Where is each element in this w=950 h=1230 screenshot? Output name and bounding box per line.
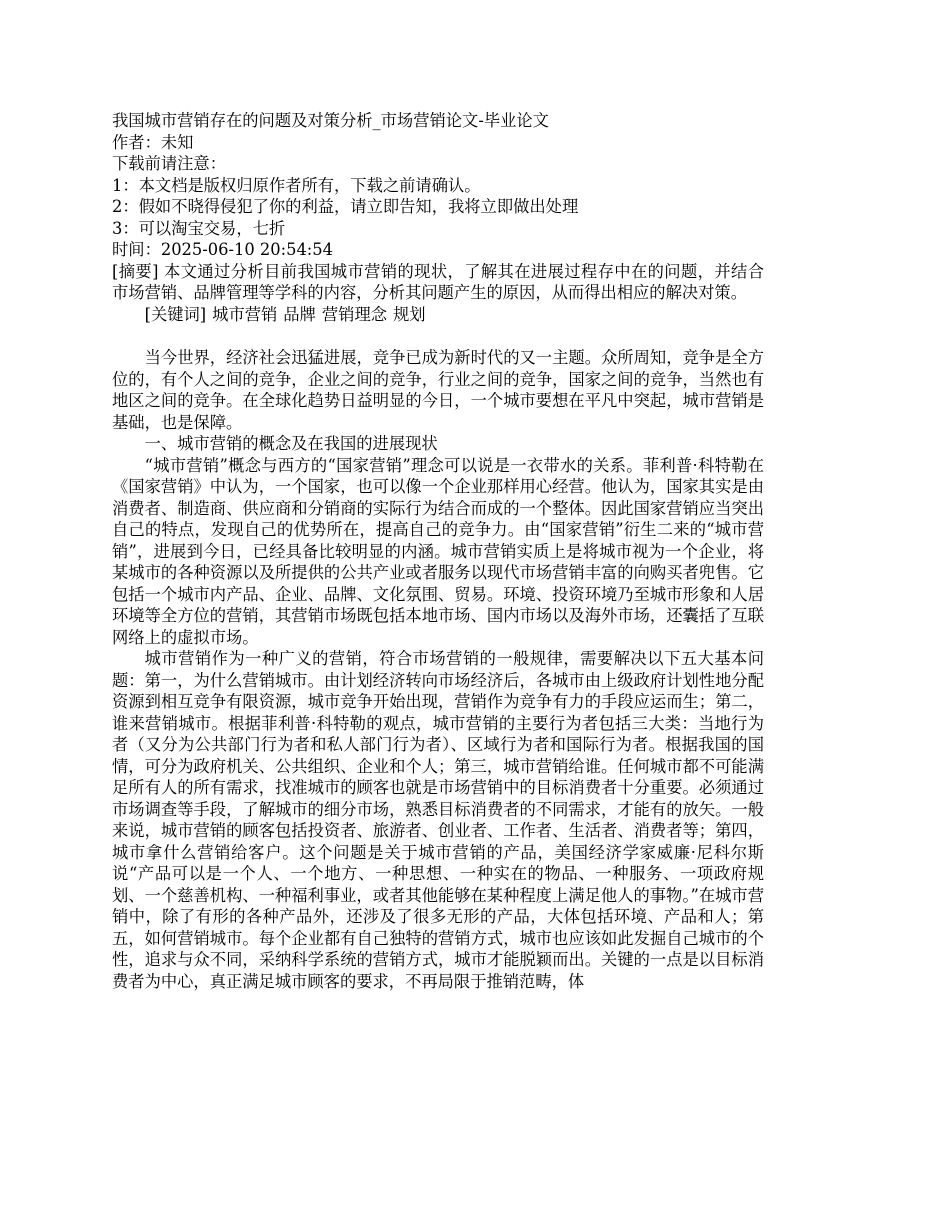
keyword-item: 品牌	[283, 304, 316, 324]
keyword-item: 城市营销	[212, 304, 278, 324]
keyword-item: 规划	[393, 304, 426, 324]
notice-title: 下载前请注意：	[112, 154, 226, 173]
notice-item-1: 1：本文档是版权归原作者所有，下载之前请确认。	[112, 175, 481, 195]
document-title: 我国城市营销存在的问题及对策分析_市场营销论文-毕业论文	[112, 111, 549, 130]
abstract-text: 本文通过分析目前我国城市营销的现状，了解其在进展过程存中在的问题，并结合市场营销、品牌管理等学科的内容，分析其问题产生的原因，从而得出相应的解决对策。	[112, 261, 764, 302]
section-heading: 一、城市营销的概念及在我国的进展现状	[144, 434, 438, 453]
abstract-label: [摘要]	[112, 261, 159, 281]
body-paragraph: 城市营销作为一种广义的营销，符合市场营销的一般规律，需要解决以下五大基本问题：第一，为什么营销城市。由计划经济转向市场经济后，各城市由上级政府计划性地分配资源到相互竞争有限资源，城市竞争开始出现，营销作为竞争有力的手段应运而生；第二，谁来营销城市。根据菲利普·科特勒的观点，城市营销的主要行为者包括三大类：当地行为者（又分为公共部门行为者和私人部门行为者）、区域行为者和国际行为者。根据我国的国情，可分为政府机关、公共组织、企业和个人；第三，城市营销给谁。任何城市都不可能满足所有人的所有需求，找准城市的顾客也就是市场营销中的目标消费者十分重要。必须通过市场调查等手段，了解城市的细分市场，熟悉目标消费者的不同需求，才能有的放矢。一般来说，城市营销的顾客包括投资者、旅游者、创业者、工作者、生活者、消费者等；第四，城市拿什么营销给客户。这个问题是关于城市营销的产品，美国经济学家威廉·尼科尔斯说“产品可以是一个人、一个地方、一种思想、一种实在的物品、一种服务、一项政府规划、一个慈善机构、一种福利事业，或者其他能够在某种程度上满足他人的事物。”在城市营销中，除了有形的各种产品外，还涉及了很多无形的产品，大体包括环境、产品和人；第五，如何营销城市。每个企业都有自己独特的营销方式，城市也应该如此发掘自己城市的个性，追求与众不同，采纳科学系统的营销方式，城市才能脱颖而出。关键的一点是以目标消费者为中心，真正满足城市顾客的要求，不再局限于推销范畴，体	[112, 649, 764, 991]
document-page	[112, 110, 764, 992]
abstract	[112, 261, 764, 304]
body-paragraph: “城市营销”概念与西方的“国家营销”理念可以说是一衣带水的关系。菲利普·科特勒在《国家营销》中认为，一个国家，也可以像一个企业那样用心经营。他认为，国家其实是由消费者、制造商、供应商和分销商的实际行为结合而成的一个整体。因此国家营销应当突出自己的特点，发现自己的优势所在，提高自己的竞争力。由“国家营销”衍生二来的“城市营销”，进展到今日，已经具备比较明显的内涵。城市营销实质上是将城市视为一个企业，将某城市的各种资源以及所提供的公共产业或者服务以现代市场营销丰富的向购买者兜售。它包括一个城市内产品、企业、品牌、文化氛围、贸易。环境、投资环境乃至城市形象和人居环境等全方位的营销，其营销市场既包括本地市场、国内市场以及海外市场，还囊括了互联网络上的虚拟市场。	[112, 455, 764, 647]
author-line: 作者：未知	[112, 132, 194, 152]
notice-item-2: 2：假如不晓得侵犯了你的利益，请立即告知，我将立即做出处理	[112, 197, 579, 216]
intro-paragraph: 当今世界，经济社会迅猛进展，竞争已成为新时代的又一主题。众所周知，竞争是全方位的，有个人之间的竞争，企业之间的竞争，行业之间的竞争，国家之间的竞争，当然也有地区之间的竞争。在全球化趋势日益明显的今日，一个城市要想在平凡中突起，城市营销是基础，也是保障。	[112, 348, 764, 432]
keywords-label: [关键词]	[144, 304, 207, 324]
keyword-item: 营销理念	[321, 304, 388, 324]
notice-item-3: 3：可以淘宝交易，七折	[112, 218, 286, 238]
timestamp-line: 时间：2025-06-10 20:54:54	[112, 240, 334, 259]
keywords	[112, 304, 764, 326]
